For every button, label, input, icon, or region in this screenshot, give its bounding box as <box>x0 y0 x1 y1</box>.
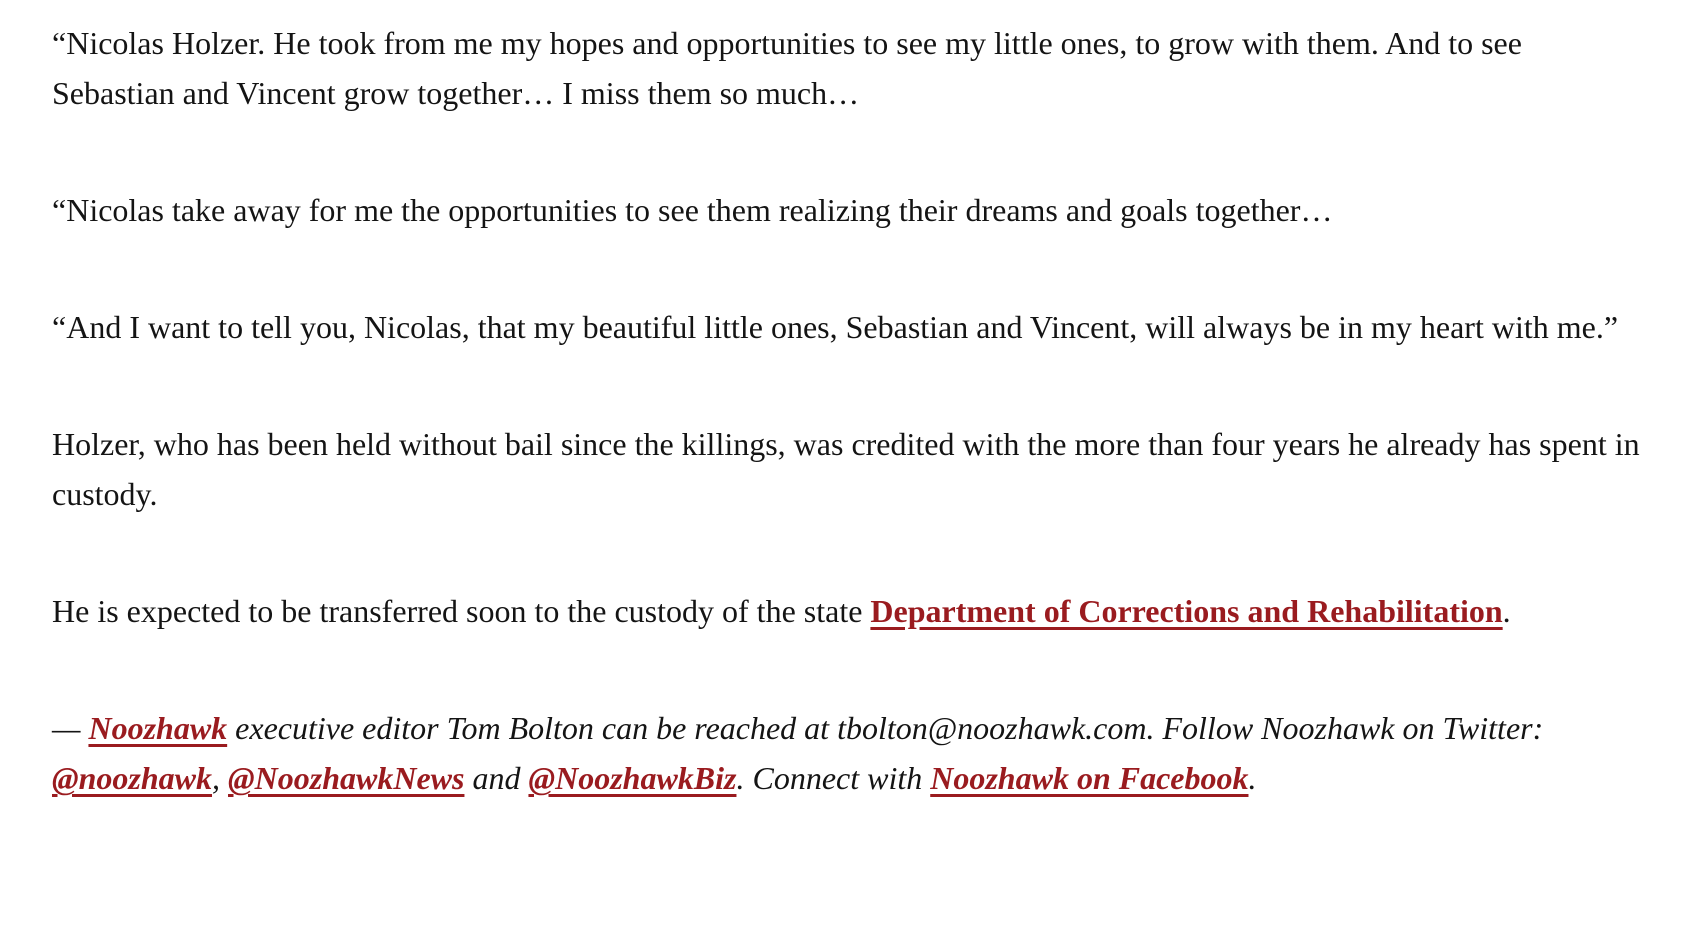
credit-and: and <box>464 760 529 796</box>
facebook-link[interactable]: Noozhawk on Facebook <box>930 760 1249 796</box>
credit-separator: , <box>212 760 229 796</box>
transfer-text: He is expected to be transferred soon to the custody of the state <box>52 593 871 629</box>
quote-paragraph-2: “Nicolas take away for me the opportunities to see them realizing their dreams and goals together… <box>52 192 1333 228</box>
credit-end-period: . <box>1248 760 1257 796</box>
custody-paragraph: Holzer, who has been held without bail since the killings, was credited with the more than four years he already has spent in custody. <box>52 426 1640 512</box>
transfer-period: . <box>1502 593 1511 629</box>
article-body <box>52 18 1652 803</box>
twitter-noozhawknews-link[interactable]: @NoozhawkNews <box>228 760 465 796</box>
twitter-noozhawk-link[interactable]: @noozhawk <box>52 760 213 796</box>
transfer-paragraph <box>52 586 1652 636</box>
noozhawk-link[interactable]: Noozhawk <box>88 710 228 746</box>
twitter-noozhawkbiz-link[interactable]: @NoozhawkBiz <box>528 760 737 796</box>
author-credit <box>52 703 1652 803</box>
corrections-department-link[interactable]: Department of Corrections and Rehabilitation <box>870 593 1503 629</box>
credit-text: executive editor Tom Bolton can be reached at tbolton@noozhawk.com. Follow Noozhawk on Twitter: <box>227 710 1544 746</box>
credit-dash: — <box>52 710 89 746</box>
quote-paragraph-3: “And I want to tell you, Nicolas, that my beautiful little ones, Sebastian and Vincent, will always be in my heart with me.” <box>52 309 1619 345</box>
credit-connect-text: . Connect with <box>736 760 931 796</box>
quote-paragraph-1: “Nicolas Holzer. He took from me my hopes and opportunities to see my little ones, to grow with them. And to see Sebastian and Vincent grow together… I miss them so much… <box>52 25 1522 111</box>
